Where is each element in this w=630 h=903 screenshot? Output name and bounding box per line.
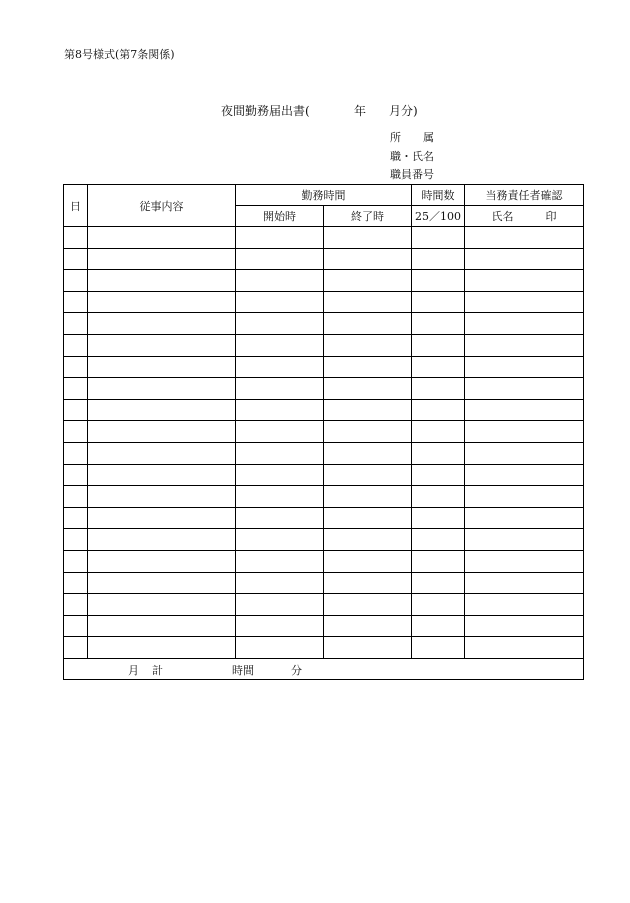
work-content-cell[interactable] bbox=[88, 291, 236, 313]
day-cell[interactable] bbox=[64, 442, 88, 464]
supervisor-confirm-cell[interactable] bbox=[465, 291, 584, 313]
day-cell[interactable] bbox=[64, 313, 88, 335]
hours-count-cell[interactable] bbox=[412, 399, 465, 421]
hours-count-cell[interactable] bbox=[412, 227, 465, 249]
start-time-cell[interactable] bbox=[236, 356, 324, 378]
work-content-cell[interactable] bbox=[88, 594, 236, 616]
table-row bbox=[64, 399, 584, 421]
start-time-cell[interactable] bbox=[236, 615, 324, 637]
day-cell[interactable] bbox=[64, 421, 88, 443]
supervisor-confirm-cell[interactable] bbox=[465, 486, 584, 508]
hours-count-cell[interactable] bbox=[412, 291, 465, 313]
work-content-cell[interactable] bbox=[88, 529, 236, 551]
end-time-cell[interactable] bbox=[324, 637, 412, 659]
start-time-cell[interactable] bbox=[236, 334, 324, 356]
day-cell[interactable] bbox=[64, 507, 88, 529]
supervisor-confirm-cell[interactable] bbox=[465, 227, 584, 249]
table-row bbox=[64, 550, 584, 572]
title-month-label: 月分) bbox=[389, 104, 418, 118]
day-cell[interactable] bbox=[64, 291, 88, 313]
end-time-cell[interactable] bbox=[324, 529, 412, 551]
end-time-cell[interactable] bbox=[324, 486, 412, 508]
hours-count-cell[interactable] bbox=[412, 378, 465, 400]
start-time-cell[interactable] bbox=[236, 270, 324, 292]
hours-count-cell[interactable] bbox=[412, 529, 465, 551]
end-time-cell[interactable] bbox=[324, 399, 412, 421]
hours-count-cell[interactable] bbox=[412, 442, 465, 464]
day-cell[interactable] bbox=[64, 378, 88, 400]
start-time-cell[interactable] bbox=[236, 637, 324, 659]
supervisor-confirm-cell[interactable] bbox=[465, 464, 584, 486]
start-time-cell[interactable] bbox=[236, 248, 324, 270]
table-row bbox=[64, 442, 584, 464]
total-month-label: 月 bbox=[128, 663, 139, 677]
day-cell[interactable] bbox=[64, 529, 88, 551]
work-content-cell[interactable] bbox=[88, 464, 236, 486]
header-work-content: 従事内容 bbox=[88, 185, 236, 227]
position-name-label: 職・氏名 bbox=[390, 150, 434, 163]
header-name: 氏名 bbox=[491, 210, 514, 223]
end-time-cell[interactable] bbox=[324, 421, 412, 443]
work-content-cell[interactable] bbox=[88, 399, 236, 421]
supervisor-confirm-cell[interactable] bbox=[465, 594, 584, 616]
start-time-cell[interactable] bbox=[236, 529, 324, 551]
supervisor-confirm-cell[interactable] bbox=[465, 529, 584, 551]
header-end-time: 終了時 bbox=[324, 206, 412, 227]
start-time-cell[interactable] bbox=[236, 486, 324, 508]
table-row bbox=[64, 486, 584, 508]
header-hours-ratio: 25／100 bbox=[412, 206, 465, 227]
monthly-total-cell bbox=[64, 658, 584, 679]
start-time-cell[interactable] bbox=[236, 550, 324, 572]
table-row bbox=[64, 378, 584, 400]
work-content-cell[interactable] bbox=[88, 270, 236, 292]
day-cell[interactable] bbox=[64, 550, 88, 572]
title-year-label: 年 bbox=[354, 104, 367, 118]
work-content-cell[interactable] bbox=[88, 615, 236, 637]
night-duty-table bbox=[63, 184, 584, 680]
work-content-cell[interactable] bbox=[88, 572, 236, 594]
hours-count-cell[interactable] bbox=[412, 507, 465, 529]
day-cell[interactable] bbox=[64, 270, 88, 292]
header-supervisor-confirm: 当務責任者確認 bbox=[465, 185, 584, 206]
supervisor-confirm-cell[interactable] bbox=[465, 248, 584, 270]
total-sum-label: 計 bbox=[152, 663, 163, 677]
work-content-cell[interactable] bbox=[88, 421, 236, 443]
table-row bbox=[64, 356, 584, 378]
hours-count-cell[interactable] bbox=[412, 270, 465, 292]
table-row bbox=[64, 248, 584, 270]
end-time-cell[interactable] bbox=[324, 550, 412, 572]
hours-count-cell[interactable] bbox=[412, 594, 465, 616]
end-time-cell[interactable] bbox=[324, 270, 412, 292]
work-content-cell[interactable] bbox=[88, 486, 236, 508]
end-time-cell[interactable] bbox=[324, 291, 412, 313]
work-content-cell[interactable] bbox=[88, 442, 236, 464]
supervisor-confirm-cell[interactable] bbox=[465, 550, 584, 572]
work-content-cell[interactable] bbox=[88, 227, 236, 249]
hours-count-cell[interactable] bbox=[412, 334, 465, 356]
day-cell[interactable] bbox=[64, 615, 88, 637]
table-row bbox=[64, 637, 584, 659]
end-time-cell[interactable] bbox=[324, 442, 412, 464]
day-cell[interactable] bbox=[64, 334, 88, 356]
table-row bbox=[64, 572, 584, 594]
day-cell[interactable] bbox=[64, 486, 88, 508]
end-time-cell[interactable] bbox=[324, 356, 412, 378]
total-hours-label: 時間 bbox=[232, 663, 254, 677]
header-hours-count: 時間数 bbox=[412, 185, 465, 206]
day-cell[interactable] bbox=[64, 464, 88, 486]
start-time-cell[interactable] bbox=[236, 594, 324, 616]
end-time-cell[interactable] bbox=[324, 507, 412, 529]
supervisor-confirm-cell[interactable] bbox=[465, 334, 584, 356]
document-title bbox=[221, 104, 421, 118]
table-row bbox=[64, 291, 584, 313]
supervisor-confirm-cell[interactable] bbox=[465, 313, 584, 335]
day-cell[interactable] bbox=[64, 356, 88, 378]
supervisor-confirm-cell[interactable] bbox=[465, 572, 584, 594]
start-time-cell[interactable] bbox=[236, 572, 324, 594]
hours-count-cell[interactable] bbox=[412, 486, 465, 508]
start-time-cell[interactable] bbox=[236, 442, 324, 464]
hours-count-cell[interactable] bbox=[412, 248, 465, 270]
hours-count-cell[interactable] bbox=[412, 313, 465, 335]
hours-count-cell[interactable] bbox=[412, 572, 465, 594]
hours-count-cell[interactable] bbox=[412, 421, 465, 443]
hours-count-cell[interactable] bbox=[412, 637, 465, 659]
table-row bbox=[64, 615, 584, 637]
supervisor-confirm-cell[interactable] bbox=[465, 356, 584, 378]
day-cell[interactable] bbox=[64, 227, 88, 249]
work-content-cell[interactable] bbox=[88, 378, 236, 400]
table-row bbox=[64, 507, 584, 529]
work-content-cell[interactable] bbox=[88, 637, 236, 659]
day-cell[interactable] bbox=[64, 637, 88, 659]
start-time-cell[interactable] bbox=[236, 421, 324, 443]
table-row bbox=[64, 421, 584, 443]
work-content-cell[interactable] bbox=[88, 313, 236, 335]
end-time-cell[interactable] bbox=[324, 334, 412, 356]
day-cell[interactable] bbox=[64, 572, 88, 594]
table-row bbox=[64, 464, 584, 486]
end-time-cell[interactable] bbox=[324, 594, 412, 616]
end-time-cell[interactable] bbox=[324, 313, 412, 335]
hours-count-cell[interactable] bbox=[412, 464, 465, 486]
end-time-cell[interactable] bbox=[324, 572, 412, 594]
end-time-cell[interactable] bbox=[324, 248, 412, 270]
end-time-cell[interactable] bbox=[324, 227, 412, 249]
employee-number-label: 職員番号 bbox=[390, 168, 434, 181]
start-time-cell[interactable] bbox=[236, 313, 324, 335]
supervisor-confirm-cell[interactable] bbox=[465, 421, 584, 443]
header-day: 日 bbox=[64, 185, 88, 227]
hours-count-cell[interactable] bbox=[412, 356, 465, 378]
table-row bbox=[64, 594, 584, 616]
start-time-cell[interactable] bbox=[236, 378, 324, 400]
start-time-cell[interactable] bbox=[236, 227, 324, 249]
work-content-cell[interactable] bbox=[88, 248, 236, 270]
supervisor-confirm-cell[interactable] bbox=[465, 615, 584, 637]
day-cell[interactable] bbox=[64, 594, 88, 616]
monthly-total-row bbox=[64, 658, 584, 679]
hours-count-cell[interactable] bbox=[412, 550, 465, 572]
work-content-cell[interactable] bbox=[88, 356, 236, 378]
header-work-hours: 勤務時間 bbox=[236, 185, 412, 206]
end-time-cell[interactable] bbox=[324, 378, 412, 400]
hours-count-cell[interactable] bbox=[412, 615, 465, 637]
table-row bbox=[64, 270, 584, 292]
header-seal: 印 bbox=[545, 210, 557, 223]
table-row bbox=[64, 334, 584, 356]
work-content-cell[interactable] bbox=[88, 334, 236, 356]
affiliation-label: 所 属 bbox=[390, 131, 434, 144]
table-row bbox=[64, 227, 584, 249]
start-time-cell[interactable] bbox=[236, 507, 324, 529]
table-row bbox=[64, 529, 584, 551]
supervisor-confirm-cell[interactable] bbox=[465, 507, 584, 529]
day-cell[interactable] bbox=[64, 248, 88, 270]
supervisor-confirm-cell[interactable] bbox=[465, 399, 584, 421]
end-time-cell[interactable] bbox=[324, 615, 412, 637]
total-minutes-label: 分 bbox=[291, 663, 302, 677]
start-time-cell[interactable] bbox=[236, 464, 324, 486]
header-start-time: 開始時 bbox=[236, 206, 324, 227]
supervisor-confirm-cell[interactable] bbox=[465, 637, 584, 659]
table-row bbox=[64, 313, 584, 335]
supervisor-confirm-cell[interactable] bbox=[465, 270, 584, 292]
supervisor-confirm-cell[interactable] bbox=[465, 442, 584, 464]
header-name-seal bbox=[465, 206, 584, 227]
title-prefix: 夜間勤務届出書( bbox=[221, 104, 310, 118]
end-time-cell[interactable] bbox=[324, 464, 412, 486]
supervisor-confirm-cell[interactable] bbox=[465, 378, 584, 400]
day-cell[interactable] bbox=[64, 399, 88, 421]
form-reference: 第8号様式(第7条関係) bbox=[64, 48, 175, 61]
start-time-cell[interactable] bbox=[236, 291, 324, 313]
start-time-cell[interactable] bbox=[236, 399, 324, 421]
work-content-cell[interactable] bbox=[88, 550, 236, 572]
work-content-cell[interactable] bbox=[88, 507, 236, 529]
